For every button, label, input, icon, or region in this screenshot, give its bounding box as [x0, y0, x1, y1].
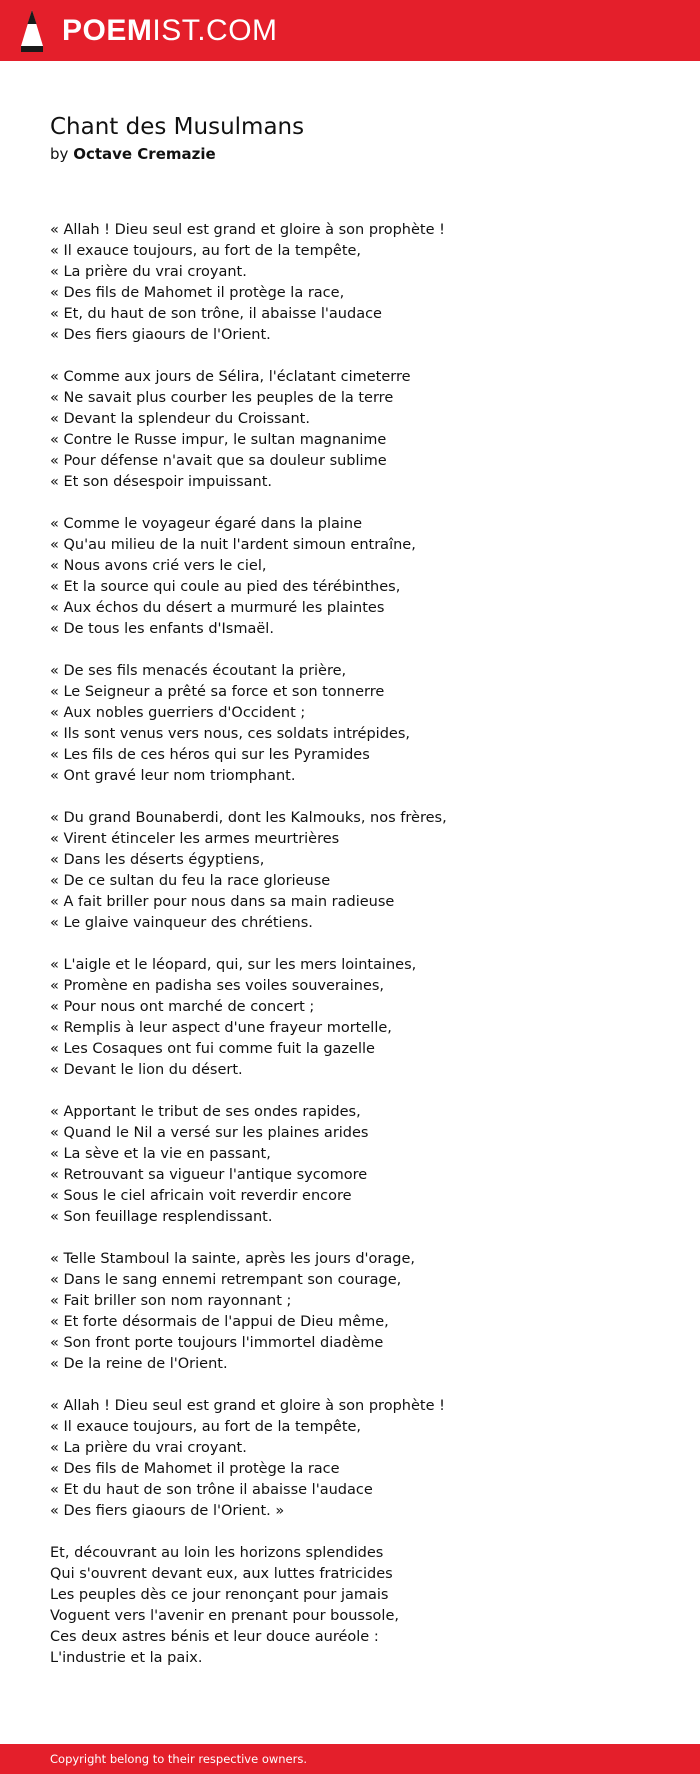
- poem-line: « Et son désespoir impuissant.: [50, 474, 273, 490]
- poem-line: « De ses fils menacés écoutant la prière,: [50, 663, 347, 679]
- poem-line: « Aux nobles guerriers d'Occident ;: [50, 705, 306, 721]
- poem-line: « Des fils de Mahomet il protège la race,: [50, 285, 345, 301]
- site-footer: [0, 1744, 700, 1774]
- poem-line: « Du grand Bounaberdi, dont les Kalmouks, nos frères,: [50, 810, 447, 826]
- poem-stanza: [50, 1396, 670, 1522]
- poem-line: « Quand le Nil a versé sur les plaines arides: [50, 1125, 369, 1141]
- poem-line: « Allah ! Dieu seul est grand et gloire à son prophète !: [50, 222, 445, 238]
- author-link[interactable]: Octave Cremazie: [73, 145, 216, 163]
- poem-line: « Remplis à leur aspect d'une frayeur mortelle,: [50, 1020, 392, 1036]
- poem-line: « Et la source qui coule au pied des térébinthes,: [50, 579, 401, 595]
- logo-text-light: IST.COM: [152, 13, 278, 47]
- poem-stanza: [50, 514, 670, 640]
- poem-line: « La prière du vrai croyant.: [50, 264, 247, 280]
- poem-line: « Ont gravé leur nom triomphant.: [50, 768, 296, 784]
- poem-line: « Son front porte toujours l'immortel diadème: [50, 1335, 384, 1351]
- poem-content: [50, 112, 670, 1690]
- poem-line: « Le glaive vainqueur des chrétiens.: [50, 915, 313, 931]
- poem-stanza: [50, 1249, 670, 1375]
- poem-line: « Aux échos du désert a murmuré les plaintes: [50, 600, 385, 616]
- poem-line: « Pour nous ont marché de concert ;: [50, 999, 315, 1015]
- poem-stanza: [50, 220, 670, 346]
- poem-line: « Dans les déserts égyptiens,: [50, 852, 265, 868]
- poem-line: « Il exauce toujours, au fort de la tempête,: [50, 243, 362, 259]
- poem-line: « Et du haut de son trône il abaisse l'audace: [50, 1482, 373, 1498]
- poem-line: « Il exauce toujours, au fort de la tempête,: [50, 1419, 362, 1435]
- poem-stanza: [50, 808, 670, 934]
- byline-label: by: [50, 145, 69, 163]
- poem-stanza: [50, 1543, 670, 1669]
- poem-line: Ces deux astres bénis et leur douce auréole :: [50, 1629, 379, 1645]
- poem-line: « Contre le Russe impur, le sultan magnanime: [50, 432, 387, 448]
- poem-line: « Et, du haut de son trône, il abaisse l'audace: [50, 306, 382, 322]
- poem-line: « Ne savait plus courber les peuples de la terre: [50, 390, 394, 406]
- poem-line: « Son feuillage resplendissant.: [50, 1209, 273, 1225]
- poem-byline: [50, 144, 670, 164]
- poem-line: « Dans le sang ennemi retrempant son courage,: [50, 1272, 402, 1288]
- poem-line: « Les fils de ces héros qui sur les Pyramides: [50, 747, 370, 763]
- poem-line: « Les Cosaques ont fui comme fuit la gazelle: [50, 1041, 375, 1057]
- poem-line: Voguent vers l'avenir en prenant pour boussole,: [50, 1608, 399, 1624]
- poem-line: « Ils sont venus vers nous, ces soldats intrépides,: [50, 726, 410, 742]
- poem-line: « Fait briller son nom rayonnant ;: [50, 1293, 292, 1309]
- site-logo-link[interactable]: [18, 9, 278, 53]
- poem-line: Et, découvrant au loin les horizons splendides: [50, 1545, 384, 1561]
- site-header: [0, 0, 700, 61]
- poem-line: « Virent étinceler les armes meurtrières: [50, 831, 340, 847]
- poem-line: « Sous le ciel africain voit reverdir encore: [50, 1188, 352, 1204]
- poem-line: « La sève et la vie en passant,: [50, 1146, 271, 1162]
- poem-line: « Devant la splendeur du Croissant.: [50, 411, 310, 427]
- poem-line: « De la reine de l'Orient.: [50, 1356, 228, 1372]
- poem-stanza: [50, 661, 670, 787]
- poem-line: « A fait briller pour nous dans sa main radieuse: [50, 894, 395, 910]
- poem-line: « Devant le lion du désert.: [50, 1062, 243, 1078]
- poem-line: « De tous les enfants d'Ismaël.: [50, 621, 274, 637]
- poem-line: L'industrie et la paix.: [50, 1650, 203, 1666]
- poem-line: « Comme le voyageur égaré dans la plaine: [50, 516, 363, 532]
- poem-line: « Et forte désormais de l'appui de Dieu même,: [50, 1314, 389, 1330]
- poem-line: « Retrouvant sa vigueur l'antique sycomore: [50, 1167, 368, 1183]
- poem-line: « Le Seigneur a prêté sa force et son tonnerre: [50, 684, 385, 700]
- poem-line: « Apportant le tribut de ses ondes rapides,: [50, 1104, 361, 1120]
- poem-line: « Telle Stamboul la sainte, après les jours d'orage,: [50, 1251, 415, 1267]
- footer-copyright: Copyright belong to their respective owners.: [50, 1752, 308, 1766]
- poem-line: « Promène en padisha ses voiles souveraines,: [50, 978, 385, 994]
- poem-line: « La prière du vrai croyant.: [50, 1440, 247, 1456]
- logo-text-bold: POEM: [62, 13, 153, 47]
- poem-line: « Comme aux jours de Sélira, l'éclatant cimeterre: [50, 369, 411, 385]
- poem-line: « De ce sultan du feu la race glorieuse: [50, 873, 331, 889]
- poem-stanza: [50, 955, 670, 1081]
- poem-line: « Des fiers giaours de l'Orient.: [50, 327, 271, 343]
- poem-line: « L'aigle et le léopard, qui, sur les mers lointaines,: [50, 957, 417, 973]
- poem-stanza: [50, 367, 670, 493]
- poem-title: Chant des Musulmans: [50, 114, 305, 140]
- site-logo-text: [62, 13, 278, 47]
- poem-line: « Des fils de Mahomet il protège la race: [50, 1461, 340, 1477]
- poem-line: « Allah ! Dieu seul est grand et gloire à son prophète !: [50, 1398, 445, 1414]
- poem-line: « Nous avons crié vers le ciel,: [50, 558, 267, 574]
- poem-stanza: [50, 1102, 670, 1228]
- poem-body: [50, 220, 670, 1669]
- poem-line: Qui s'ouvrent devant eux, aux luttes fratricides: [50, 1566, 393, 1582]
- poem-line: « Qu'au milieu de la nuit l'ardent simoun entraîne,: [50, 537, 416, 553]
- poem-line: « Des fiers giaours de l'Orient. »: [50, 1503, 285, 1519]
- poem-line: Les peuples dès ce jour renonçant pour jamais: [50, 1587, 389, 1603]
- poem-line: « Pour défense n'avait que sa douleur sublime: [50, 453, 387, 469]
- pencil-icon: [18, 9, 46, 53]
